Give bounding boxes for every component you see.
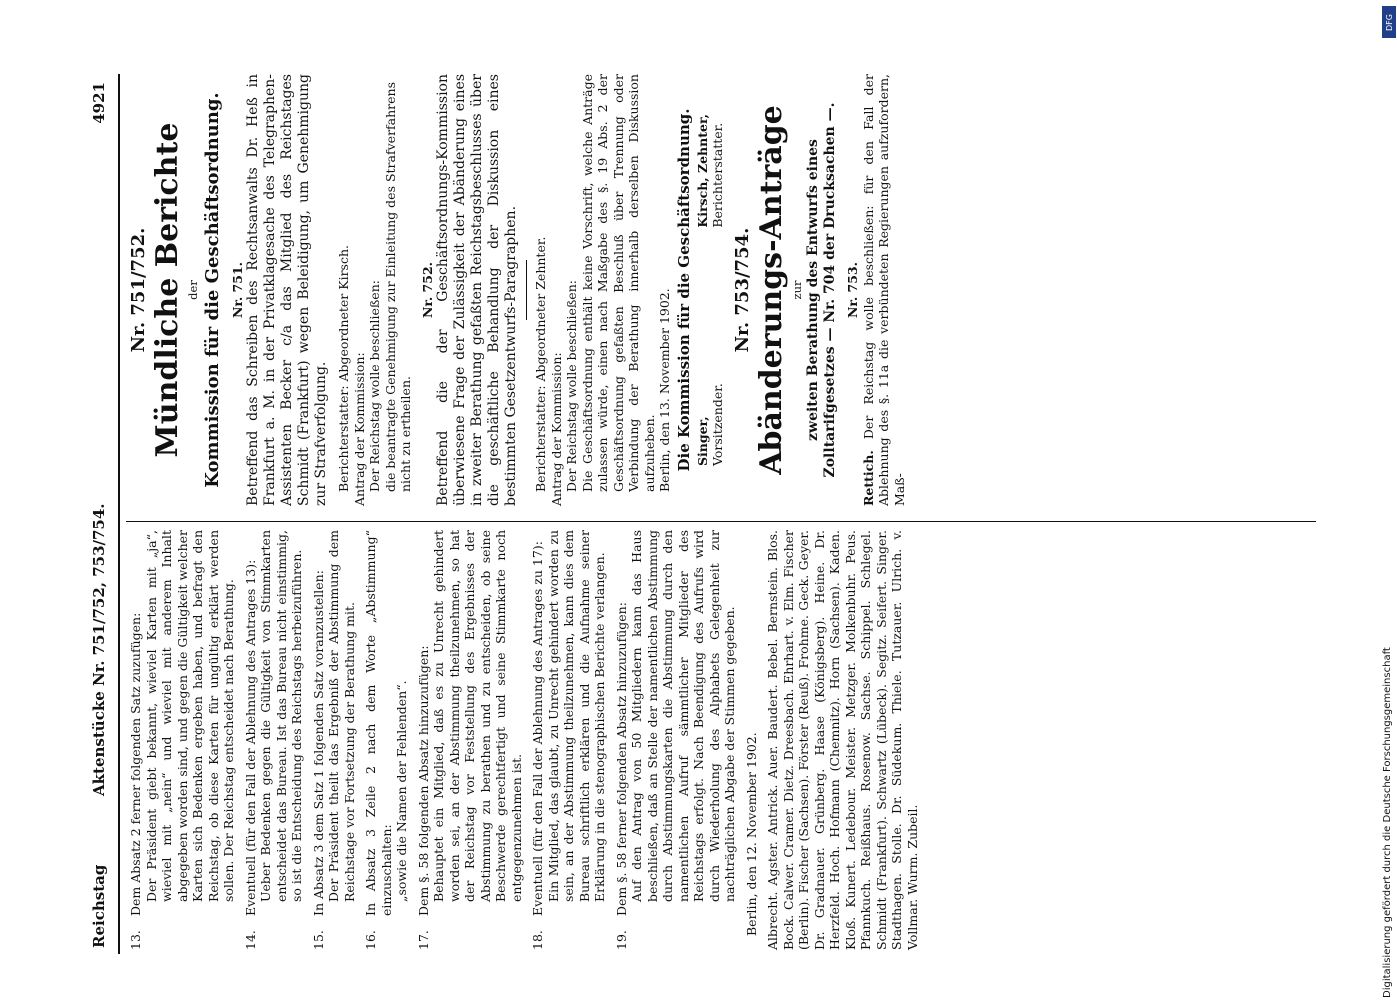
chair-name: Singer, xyxy=(694,416,710,466)
item-text: Eventuell (für den Fall der Ablehnung des Antrages zu 17): xyxy=(530,541,545,916)
right-column xyxy=(128,74,907,506)
left-date: Berlin, den 12. November 1902. xyxy=(743,732,759,936)
item-number: 13. xyxy=(128,930,143,950)
page-number: 4921 xyxy=(90,82,108,124)
item-sub: Behauptet ein Mitglied, daß es zu Unrecht gehindert worden sei, an der Abstimmung theilzunehmen, so hat der Reichstag vor Feststellung des Ergebnisses der Abstimmung zu berathen und zu entscheiden, ob seine Beschwerde gerechtfertigt und seine Stimmkarte noch entgegenzunehmen ist. xyxy=(431,530,524,902)
amend-zur: zur xyxy=(789,280,804,300)
amend-subject: zweiten Berathung des Entwurfs eines Zolltarifgesetzes — Nr. 704 der Drucksachen —. xyxy=(805,102,838,478)
reporters-names: Kirsch, Zehnter, xyxy=(694,114,710,228)
separator xyxy=(526,260,527,320)
list-item xyxy=(243,530,305,950)
commission-signature: Die Kommission für die Geschäftsordnung. xyxy=(674,108,693,472)
chair-role: Vorsitzender. xyxy=(710,383,725,466)
header-left: Reichstag xyxy=(90,864,108,948)
item-number: 17. xyxy=(415,930,431,950)
signatories: Albrecht. Agster. Antrick. Auer. Baudert. Bebel. Bernstein. Blos. Bock. Calwer. Cramer. Dietz. Dreesbach. Ehrhart. v. Elm. Fischer (Berlin). Fischer (Sachsen). Förster (Reuß). Frohme. Geck. Geyer. Dr. Gradnauer. Grünberg. Haase (Königsberg). Heine. Dr. Herzfeld. Hoch. Hofmann (Chemnitz). Horn (Sachsen). Kaden. Kloß. Kunert. Ledebour. Meister. Metzger. Molkenbuhr. Peus. Pfannkuch. Reißhaus. Rosenow. Sachse. Schippel. Schlegel. Schmidt (Frankfurt). Schwartz (Lübeck). Segitz. Seifert. Singer. Stadthagen. Stolle. Dr. Südekum. Thiele. Tutzauer. Ulrich. v. Vollmar. Wurm. Zubeil. xyxy=(765,530,920,950)
list-item xyxy=(614,530,738,950)
item-text: In Absatz 3 dem Satz 1 folgenden Satz voranzustellen: xyxy=(310,570,326,916)
nr753-heading: Nr. 753. xyxy=(845,262,860,319)
item-number: 16. xyxy=(363,930,378,950)
list-item xyxy=(530,530,608,950)
item-text: Dem §. 58 folgenden Absatz hinzuzufügen: xyxy=(415,645,431,916)
item-sub: Der Präsident giebt bekannt, wieviel Karten mit „ja“, wieviel mit „nein“ und wieviel mit anderem Inhalt abgegeben worden sind, und gegen die Gültigkeit welcher Karten sich Bedenken ergeben haben, und befragt den Reichstag, ob diese Karten für ungültig erklärt werden sollen. Der Reichstag entscheidet nach Berathung. xyxy=(143,530,236,902)
item-number: 14. xyxy=(242,930,258,950)
dfg-logo-text: DFG xyxy=(1384,13,1394,31)
item-text: Dem Absatz 2 ferner folgenden Satz zuzufügen: xyxy=(128,612,143,916)
item-text: Dem §. 58 ferner folgenden Absatz hinzuzufügen: xyxy=(613,602,629,916)
item-sub: Ueber Bedenken gegen die Gültigkeit von Stimmkarten entscheidet das Bureau. Ist das Bureau nicht einstimmig, so ist die Entscheidung des Reichstags herbeizuführen. xyxy=(258,530,304,902)
right-date: Berlin, den 13. November 1902. xyxy=(657,288,672,492)
reporters-role: Berichterstatter. xyxy=(710,122,725,228)
nr751-motion-label: Antrag der Kommission: xyxy=(351,352,367,506)
item-sub: Auf den Antrag von 50 Mitgliedern kann das Haus beschließen, daß an Stelle der namentlichen Abstimmung durch Abstimmungskarten die Abstimmung durch den namentlichen Aufruf sämmtlicher Mitglieder des Reichstags erfolgt. Nach Beendigung des Aufrufs wird durch Wiederholung des Alphabets Gelegenheit zur nachträglichen Abgabe der Stimmen gegeben. xyxy=(629,530,737,902)
header-middle: Aktenstücke Nr. 751/752, 753/754. xyxy=(90,503,108,796)
nr752-motion: Der Reichstag wolle beschließen: xyxy=(564,280,579,492)
nr751-text: Betreffend das Schreiben des Rechtsanwalts Dr. Heß in Frankfurt a. M. in der Privatklagesache des Telegraphen-Assistenten Becker c/a das Mitglied des Reichstages Schmidt (Frankfurt) wegen Beleidigung, um Genehmigung zur Strafverfolgung. xyxy=(245,74,329,506)
nr752-reporter: Berichterstatter: Abgeordneter Zehnter. xyxy=(533,236,548,492)
report-number-title: Nr. 751/752. xyxy=(128,227,149,353)
column-divider xyxy=(126,521,1316,522)
list-item xyxy=(363,530,410,950)
report-commission: Kommission für die Geschäftsordnung. xyxy=(201,92,223,488)
item-number: 19. xyxy=(613,930,629,950)
report-title: Mündliche Berichte xyxy=(150,122,185,458)
item-number: 15. xyxy=(310,930,326,950)
left-column xyxy=(128,530,920,950)
list-item xyxy=(416,530,525,950)
report-title-der: der xyxy=(186,280,200,300)
header-rule xyxy=(118,74,120,954)
nr751-reporter: Berichterstatter: Abgeordneter Kirsch. xyxy=(336,245,351,492)
nr753-name: Rettich. xyxy=(860,450,876,506)
nr752-heading: Nr. 752. xyxy=(419,262,435,319)
item-sub: Der Präsident theilt das Ergebniß der Abstimmung dem Reichstage vor Fortsetzung der Berathung mit. xyxy=(326,530,357,902)
list-item xyxy=(128,530,237,950)
amend-number-title: Nr. 753/754. xyxy=(731,227,753,353)
item-text: In Absatz 3 Zeile 2 nach dem Worte „Abstimmung“ einzuschalten: xyxy=(363,530,394,916)
amend-title: Abänderungs-Anträge xyxy=(753,105,789,475)
nr752-text: Betreffend die der Geschäftsordnungs-Kommission überwiesene Frage der Zulässigkeit der Abänderung eines in zweiter Berathung gefaßten Reichstagsbeschlusses über die geschäftliche Behandlung der Diskussion eines bestimmten Gesetzentwurfs-Paragraphen. xyxy=(435,74,519,506)
list-item xyxy=(311,530,358,950)
item-sub: „sowie die Namen der Fehlenden“. xyxy=(394,680,409,902)
nr752-motion-label: Antrag der Kommission: xyxy=(548,352,564,506)
rotated-document-page xyxy=(80,74,1320,954)
digitization-note: Digitalisierung gefördert durch die Deutsche Forschungsgemeinschaft xyxy=(1382,647,1393,998)
dfg-logo xyxy=(1382,6,1396,38)
item-sub: Ein Mitglied, das glaubt, zu Unrecht gehindert worden zu sein, an der Abstimmung theilzunehmen, kann dies dem Bureau schriftlich erklären und die Aufnahme seiner Erklärung in die stenographischen Berichte verlangen. xyxy=(545,530,607,902)
nr751-motion: Der Reichstag wolle beschließen: xyxy=(367,280,382,492)
nr753-text: Der Reichstag wolle beschließen: für den Fall der Ablehnung des §. 11a die verbündeten Regierungen aufzufordern, Maß- xyxy=(860,73,907,506)
item-text: Eventuell (für den Fall der Ablehnung des Antrages 13): xyxy=(242,559,258,916)
nr751-heading: Nr. 751. xyxy=(229,262,245,319)
nr751-decision: die beantragte Genehmigung zur Einleitung des Strafverfahrens nicht zu ertheilen. xyxy=(382,81,413,492)
nr752-decision: Die Geschäftsordnung enthält keine Vorschrift, welche Anträge zulassen würde, einen nach Maßgabe des §. 19 Abs. 2 der Geschäftsordnung gefaßten Beschluß über Trennung oder Verbindung der Berathung innerhalb derselben Diskussion aufzuheben. xyxy=(579,74,657,492)
item-number: 18. xyxy=(530,930,545,950)
